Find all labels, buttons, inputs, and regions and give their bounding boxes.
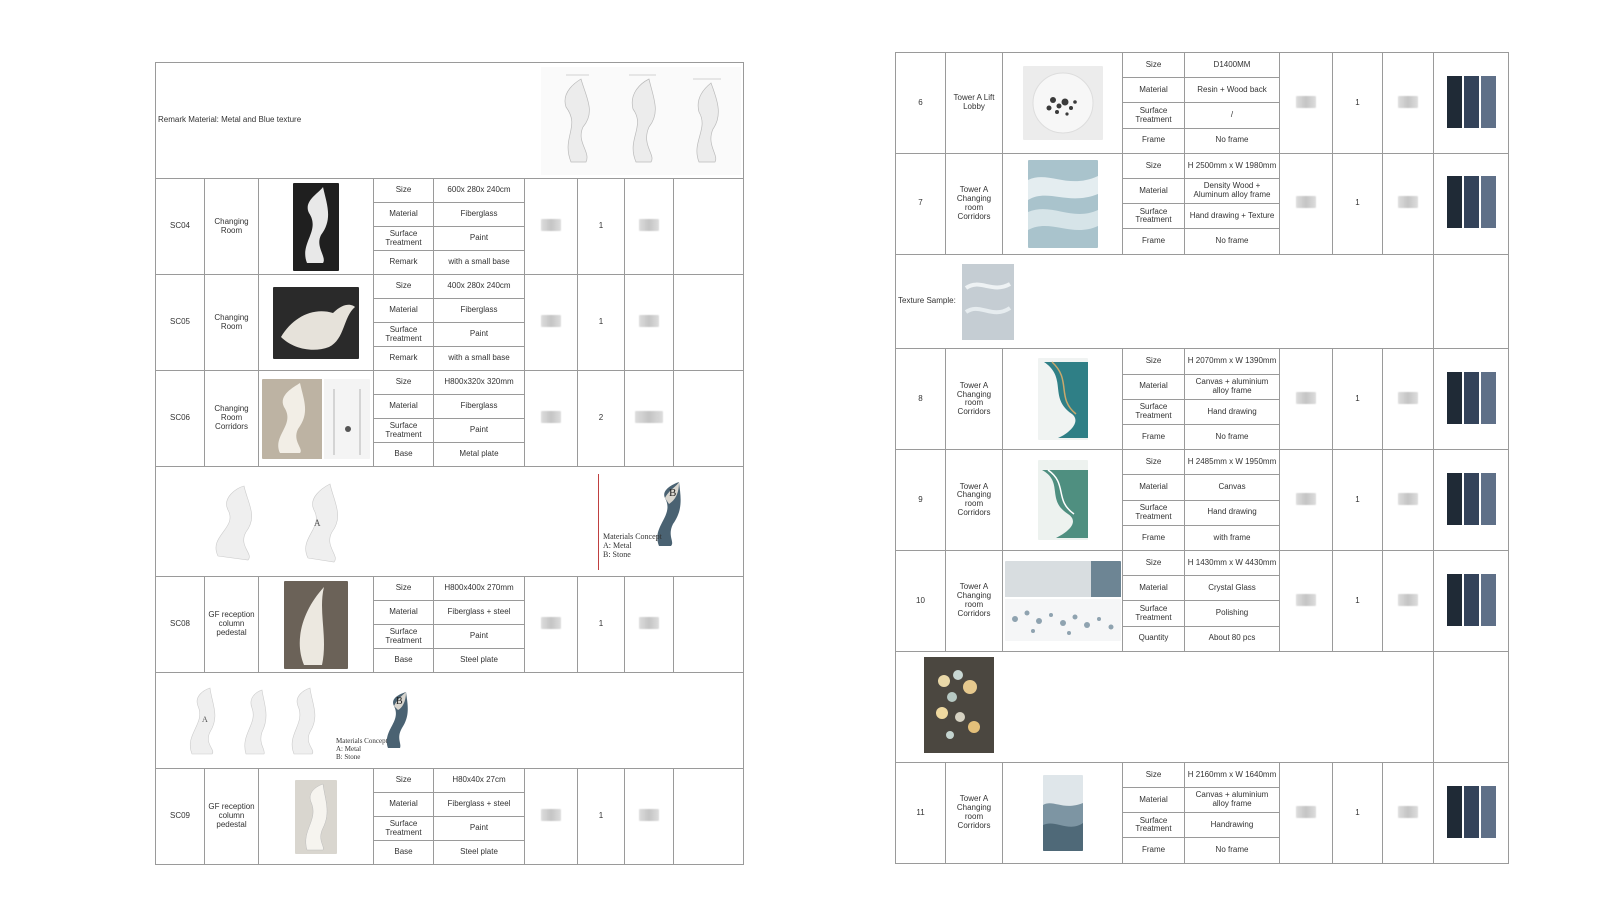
spec-label: Size — [374, 577, 434, 601]
spec-value: Canvas + aluminium alloy frame — [1185, 788, 1280, 813]
blurred-total — [1383, 349, 1434, 450]
item-image — [259, 275, 374, 371]
item-number: 11 — [896, 762, 946, 863]
concept-row — [156, 673, 744, 769]
spec-label: Size — [374, 179, 434, 203]
materials-concept-card — [336, 690, 416, 762]
item-number: 6 — [896, 53, 946, 154]
blurred-price — [525, 275, 578, 371]
spec-label: Material — [1123, 788, 1185, 813]
concept-sculpture-renderings — [174, 682, 324, 762]
empty-cell — [674, 371, 744, 467]
spec-value: Density Wood + Aluminum alloy frame — [1185, 179, 1280, 204]
blurred-total — [625, 179, 674, 275]
item-quantity: 1 — [1333, 762, 1383, 863]
blurred-price — [1280, 762, 1333, 863]
sculpture-elevation-drawings — [541, 67, 741, 175]
item-quantity: 1 — [1333, 53, 1383, 154]
blurred-price — [1280, 450, 1333, 551]
item-quantity: 2 — [578, 371, 625, 467]
blurred-price — [525, 577, 578, 673]
spec-label: Base — [374, 443, 434, 467]
item-image — [1003, 450, 1123, 551]
spec-label: Material — [374, 395, 434, 419]
item-quantity: 1 — [578, 769, 625, 865]
empty-cell — [674, 275, 744, 371]
spec-value: Handrawing — [1185, 813, 1280, 838]
art-11-misty-painting-photo — [1043, 775, 1083, 851]
concept-sculpture-renderings — [198, 476, 368, 568]
color-swatches — [1434, 349, 1509, 450]
spec-value: with frame — [1185, 525, 1280, 550]
spec-label: Surface Treatment — [1123, 399, 1185, 424]
color-swatches — [1434, 551, 1509, 652]
spec-value: No frame — [1185, 838, 1280, 864]
spec-label: Surface Treatment — [374, 227, 434, 251]
blurred-total — [1383, 762, 1434, 863]
concept-b: B: Stone — [603, 550, 631, 560]
spec-value: H 2160mm x W 1640mm — [1185, 762, 1280, 787]
sc04-sculpture-photo — [293, 183, 339, 271]
blurred-total — [625, 769, 674, 865]
item-code: SC08 — [156, 577, 205, 673]
sc09-sculpture-photo — [295, 780, 337, 854]
spec-label: Frame — [1123, 838, 1185, 864]
item-image — [259, 577, 374, 673]
item-location: Tower A Lift Lobby — [946, 53, 1003, 154]
concept-letter-b: B — [669, 486, 677, 499]
item-quantity: 1 — [1333, 153, 1383, 254]
item-location: Tower A Changing room Corridors — [946, 349, 1003, 450]
spec-value: 600x 280x 240cm — [434, 179, 525, 203]
left-spec-sheet — [155, 62, 743, 862]
spec-label: Material — [374, 601, 434, 625]
blurred-total — [1383, 153, 1434, 254]
spec-value: Metal plate — [434, 443, 525, 467]
left-spec-table — [155, 62, 744, 865]
spec-label: Frame — [1123, 229, 1185, 254]
concept-b: B: Stone — [336, 753, 361, 762]
item-code: SC04 — [156, 179, 205, 275]
item-image — [1003, 153, 1123, 254]
spec-label: Size — [1123, 551, 1185, 576]
spec-value: Hand drawing + Texture — [1185, 204, 1280, 229]
spec-value: No frame — [1185, 229, 1280, 254]
spec-value: Steel plate — [434, 841, 525, 865]
texture-sample-row — [896, 254, 1434, 349]
spec-value: Fiberglass + steel — [434, 601, 525, 625]
spec-label: Material — [1123, 179, 1185, 204]
art-8-teal-painting-photo — [1038, 358, 1088, 440]
concept-title: Materials Concept — [603, 531, 662, 541]
spec-label: Material — [1123, 78, 1185, 103]
item-quantity: 1 — [1333, 349, 1383, 450]
item-location: GF reception column pedestal — [205, 577, 259, 673]
art-10-crystal-glass-photo — [1005, 561, 1121, 641]
spec-label: Frame — [1123, 525, 1185, 550]
spec-label: Surface Treatment — [374, 323, 434, 347]
blurred-total — [1383, 53, 1434, 154]
spec-label: Size — [1123, 349, 1185, 374]
spec-label: Size — [1123, 53, 1185, 78]
spec-label: Quantity — [1123, 626, 1185, 651]
spec-value: Resin + Wood back — [1185, 78, 1280, 103]
item-number: 9 — [896, 450, 946, 551]
spec-value: with a small base — [434, 347, 525, 371]
spec-value: No frame — [1185, 128, 1280, 153]
empty-cell — [674, 179, 744, 275]
texture-sample-label: Texture Sample: — [898, 296, 956, 306]
spec-label: Surface Treatment — [1123, 601, 1185, 626]
spec-value: H 2070mm x W 1390mm — [1185, 349, 1280, 374]
art-9-green-painting-photo — [1038, 460, 1088, 540]
blurred-price — [525, 179, 578, 275]
item-number: 8 — [896, 349, 946, 450]
spec-value: D1400MM — [1185, 53, 1280, 78]
spec-value: H800x320x 320mm — [434, 371, 525, 395]
item-image — [259, 769, 374, 865]
spec-value: Fiberglass — [434, 299, 525, 323]
blurred-price — [1280, 153, 1333, 254]
spec-value: H 2485mm x W 1950mm — [1185, 450, 1280, 475]
item-image — [1003, 551, 1123, 652]
item-location: Changing Room — [205, 179, 259, 275]
spec-value: 400x 280x 240cm — [434, 275, 525, 299]
concept-letter-a: A — [202, 714, 208, 724]
item-location: Tower A Changing room Corridors — [946, 551, 1003, 652]
spec-value: Fiberglass — [434, 395, 525, 419]
blurred-total — [625, 275, 674, 371]
blurred-price — [1280, 551, 1333, 652]
spec-label: Material — [374, 203, 434, 227]
spec-label: Frame — [1123, 425, 1185, 450]
empty-cell — [674, 577, 744, 673]
item-image — [1003, 762, 1123, 863]
spec-value: No frame — [1185, 425, 1280, 450]
item-quantity: 1 — [1333, 551, 1383, 652]
blurred-price — [525, 769, 578, 865]
spec-value: Canvas — [1185, 475, 1280, 500]
item-quantity: 1 — [578, 275, 625, 371]
color-swatches — [1434, 762, 1509, 863]
remark-text: Remark Material: Metal and Blue texture — [158, 115, 302, 125]
item-quantity: 1 — [578, 179, 625, 275]
spec-label: Material — [1123, 576, 1185, 601]
item-image — [1003, 53, 1123, 154]
concept-a: A: Metal — [603, 541, 632, 551]
spec-label: Surface Treatment — [1123, 103, 1185, 128]
spec-label: Material — [374, 793, 434, 817]
spec-label: Base — [374, 649, 434, 673]
concept-letter-b: B — [396, 695, 403, 707]
spec-value: H 2500mm x W 1980mm — [1185, 153, 1280, 178]
spec-label: Size — [374, 371, 434, 395]
spec-value: H80x40x 27cm — [434, 769, 525, 793]
concept-a: A: Metal — [336, 745, 362, 754]
spec-label: Surface Treatment — [374, 625, 434, 649]
art-6-round-resin-photo — [1023, 66, 1103, 140]
item-location: GF reception column pedestal — [205, 769, 259, 865]
spec-label: Surface Treatment — [1123, 500, 1185, 525]
empty-cell — [1434, 254, 1509, 349]
spec-label: Remark — [374, 251, 434, 275]
spec-label: Size — [374, 769, 434, 793]
spec-value: Paint — [434, 817, 525, 841]
spec-value: with a small base — [434, 251, 525, 275]
empty-cell — [1434, 651, 1509, 762]
spec-value: Paint — [434, 625, 525, 649]
texture-sample-photo — [962, 264, 1014, 340]
crystal-installation-photo — [924, 657, 994, 753]
item-number: 10 — [896, 551, 946, 652]
item-image — [1003, 349, 1123, 450]
spec-value: Hand drawing — [1185, 399, 1280, 424]
item-number: 7 — [896, 153, 946, 254]
spec-label: Size — [1123, 450, 1185, 475]
right-spec-table — [895, 52, 1509, 864]
concept-row — [156, 467, 744, 577]
spec-value: / — [1185, 103, 1280, 128]
installation-photo-row — [896, 651, 1434, 762]
blurred-price — [1280, 349, 1333, 450]
item-code: SC05 — [156, 275, 205, 371]
item-quantity: 1 — [578, 577, 625, 673]
art-7-texture-painting-photo — [1028, 160, 1098, 248]
spec-label: Surface Treatment — [1123, 813, 1185, 838]
item-code: SC06 — [156, 371, 205, 467]
sc06-sculpture-photo — [262, 379, 370, 459]
concept-letter-a: A — [314, 517, 321, 528]
blurred-price — [1280, 53, 1333, 154]
remark-row — [156, 63, 744, 179]
item-location: Tower A Changing room Corridors — [946, 450, 1003, 551]
spec-value: Crystal Glass — [1185, 576, 1280, 601]
spec-label: Surface Treatment — [374, 419, 434, 443]
spec-value: H800x400x 270mm — [434, 577, 525, 601]
spec-label: Size — [374, 275, 434, 299]
item-location: Changing Room Corridors — [205, 371, 259, 467]
color-swatches — [1434, 450, 1509, 551]
item-location: Tower A Changing room Corridors — [946, 762, 1003, 863]
right-spec-sheet — [895, 52, 1508, 864]
item-location: Tower A Changing room Corridors — [946, 153, 1003, 254]
spec-value: Fiberglass — [434, 203, 525, 227]
item-image — [259, 371, 374, 467]
spec-label: Material — [1123, 475, 1185, 500]
spec-label: Size — [1123, 153, 1185, 178]
blurred-price — [525, 371, 578, 467]
spec-label: Surface Treatment — [1123, 204, 1185, 229]
blurred-total — [1383, 551, 1434, 652]
spec-value: Canvas + aluminium alloy frame — [1185, 374, 1280, 399]
spec-label: Material — [374, 299, 434, 323]
materials-concept-card — [598, 474, 685, 570]
blurred-total — [625, 577, 674, 673]
spec-label: Material — [1123, 374, 1185, 399]
spec-value: Paint — [434, 323, 525, 347]
item-image — [259, 179, 374, 275]
item-quantity: 1 — [1333, 450, 1383, 551]
sc08-sculpture-photo — [284, 581, 348, 669]
spec-value: Paint — [434, 227, 525, 251]
spec-value: Hand drawing — [1185, 500, 1280, 525]
spec-value: Paint — [434, 419, 525, 443]
spec-value: Steel plate — [434, 649, 525, 673]
spec-label: Base — [374, 841, 434, 865]
empty-cell — [674, 769, 744, 865]
spec-value: H 1430mm x W 4430mm — [1185, 551, 1280, 576]
spec-value: Polishing — [1185, 601, 1280, 626]
item-location: Changing Room — [205, 275, 259, 371]
blurred-total — [1383, 450, 1434, 551]
spec-value: About 80 pcs — [1185, 626, 1280, 651]
sc05-sculpture-photo — [273, 287, 359, 359]
spec-label: Surface Treatment — [374, 817, 434, 841]
spec-label: Size — [1123, 762, 1185, 787]
color-swatches — [1434, 153, 1509, 254]
spec-label: Remark — [374, 347, 434, 371]
concept-title: Materials Concept — [336, 737, 388, 746]
spec-value: Fiberglass + steel — [434, 793, 525, 817]
item-code: SC09 — [156, 769, 205, 865]
spec-label: Frame — [1123, 128, 1185, 153]
color-swatches — [1434, 53, 1509, 154]
blurred-total — [625, 371, 674, 467]
